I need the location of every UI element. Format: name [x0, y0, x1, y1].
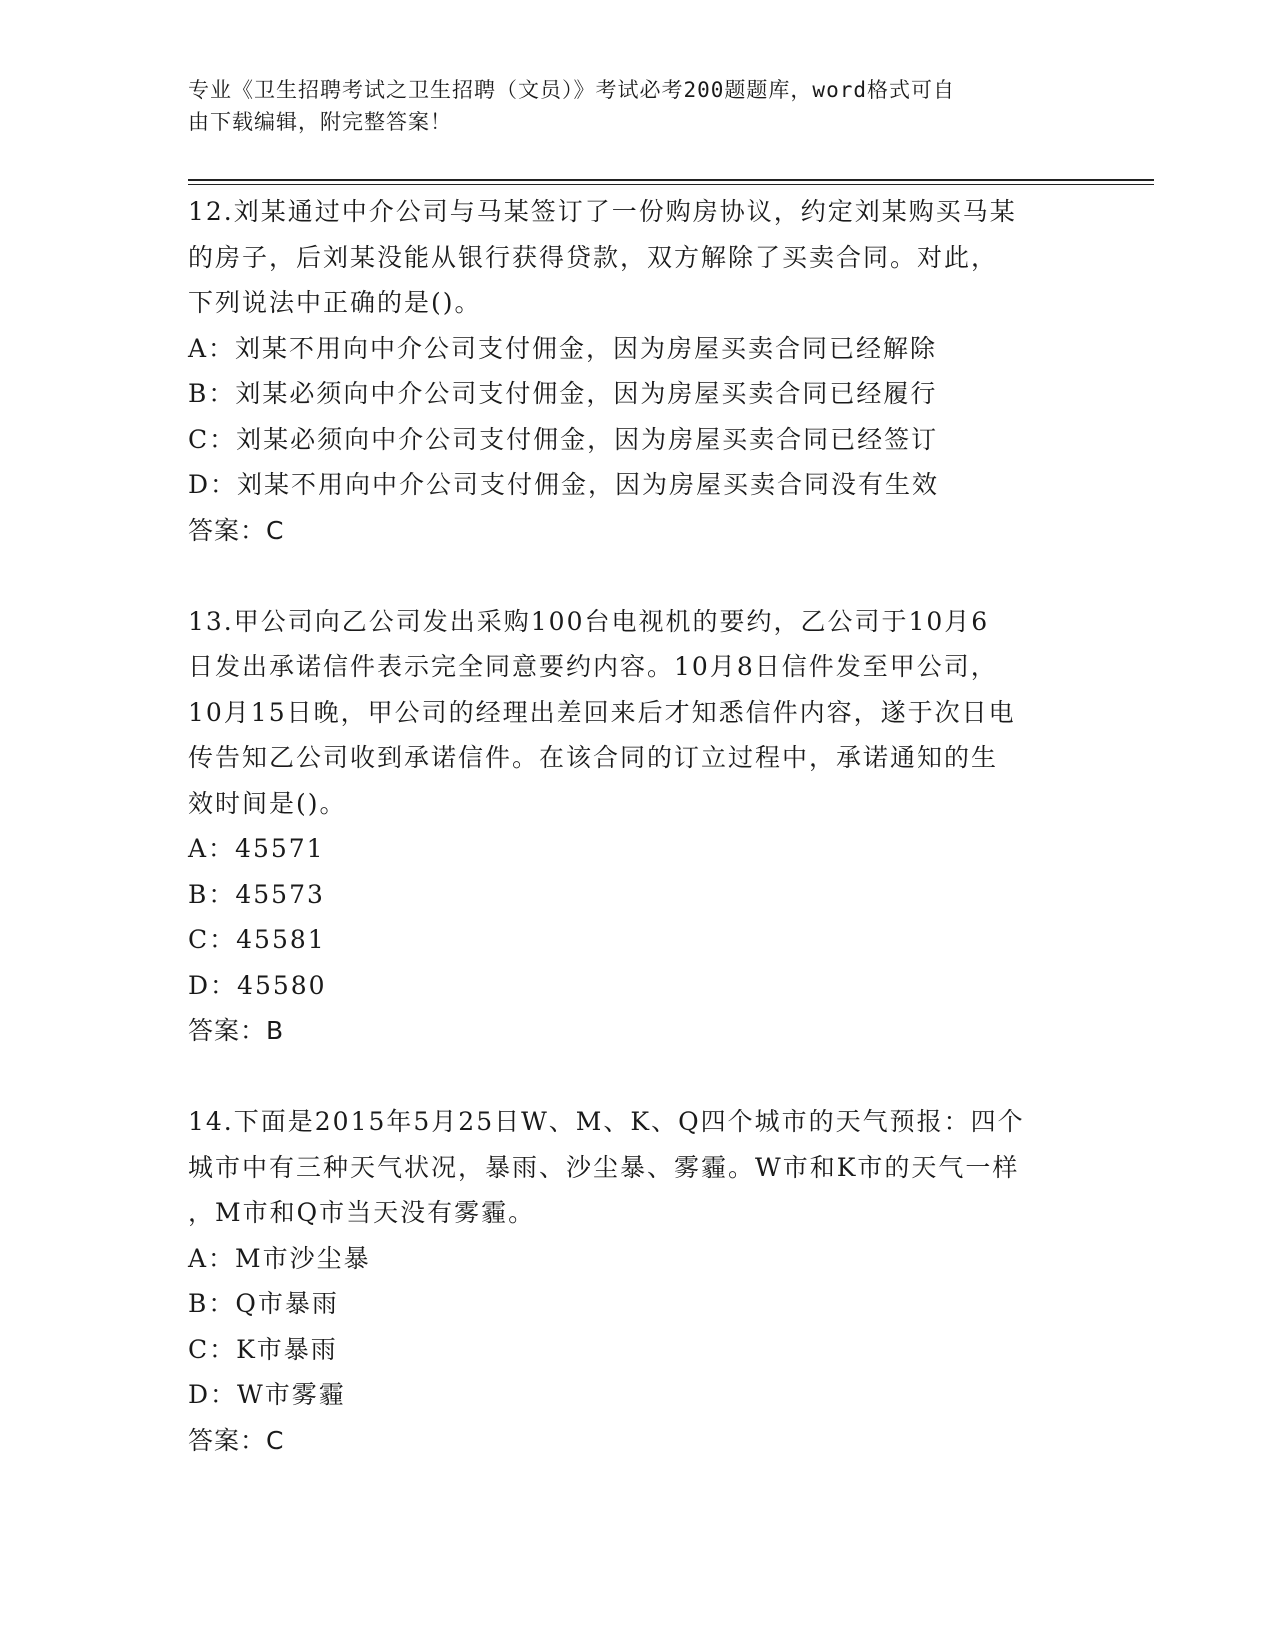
option-c: C：45581	[188, 925, 326, 954]
document-header	[188, 74, 1088, 138]
question-stem-line: 传告知乙公司收到承诺信件。在该合同的订立过程中，承诺通知的生	[188, 743, 999, 772]
option-a: A：45571	[188, 834, 325, 863]
question-stem-line: 12.刘某通过中介公司与马某签订了一份购房协议，约定刘某购买马某	[188, 197, 1017, 226]
question-stem-line: 的房子，后刘某没能从银行获得贷款，双方解除了买卖合同。对此，	[188, 242, 999, 272]
question-stem-line: 13.甲公司向乙公司发出采购100台电视机的要约，乙公司于10月6	[188, 606, 990, 636]
option-b: B：Q市暴雨	[188, 1289, 339, 1318]
question-stem-line: 10月15日晚，甲公司的经理出差回来后才知悉信件内容，遂于次日电	[188, 697, 1016, 727]
question-14	[188, 1099, 1088, 1463]
option-a: A：M市沙尘暴	[188, 1243, 371, 1273]
header-line-2: 由下载编辑，附完整答案！	[188, 110, 452, 134]
question-list	[188, 189, 1088, 1509]
header-divider-thick	[188, 179, 1154, 181]
option-b: B：45573	[188, 879, 325, 909]
question-stem-line: 城市中有三种天气状况，暴雨、沙尘暴、雾霾。W市和K市的天气一样	[188, 1152, 1020, 1182]
answer-line: 答案：B	[188, 1016, 285, 1045]
header-divider-thin	[188, 184, 1154, 185]
question-13	[188, 599, 1088, 1054]
option-c: C：K市暴雨	[188, 1334, 338, 1364]
header-line-1: 专业《卫生招聘考试之卫生招聘（文员）》考试必考200题题库，word格式可自	[188, 78, 955, 102]
question-stem-line: 下列说法中正确的是()。	[188, 288, 482, 317]
option-a: A：刘某不用向中介公司支付佣金，因为房屋买卖合同已经解除	[188, 333, 938, 363]
option-d: D：W市雾霾	[188, 1380, 346, 1409]
option-d: D：45580	[188, 970, 327, 1000]
option-d: D：刘某不用向中介公司支付佣金，因为房屋买卖合同没有生效	[188, 470, 940, 499]
option-b: B：刘某必须向中介公司支付佣金，因为房屋买卖合同已经履行	[188, 379, 938, 408]
question-stem-line: 14.下面是2015年5月25日W、M、K、Q四个城市的天气预报：四个	[188, 1107, 1025, 1136]
option-c: C：刘某必须向中介公司支付佣金，因为房屋买卖合同已经签订	[188, 424, 939, 454]
question-stem-line: ，M市和Q市当天没有雾霾。	[188, 1198, 536, 1227]
answer-line: 答案：C	[188, 515, 285, 545]
question-stem-line: 效时间是()。	[188, 788, 347, 818]
answer-line: 答案：C	[188, 1425, 285, 1455]
question-stem-line: 日发出承诺信件表示完全同意要约内容。10月8日信件发至甲公司，	[188, 652, 998, 681]
question-12	[188, 189, 1088, 553]
